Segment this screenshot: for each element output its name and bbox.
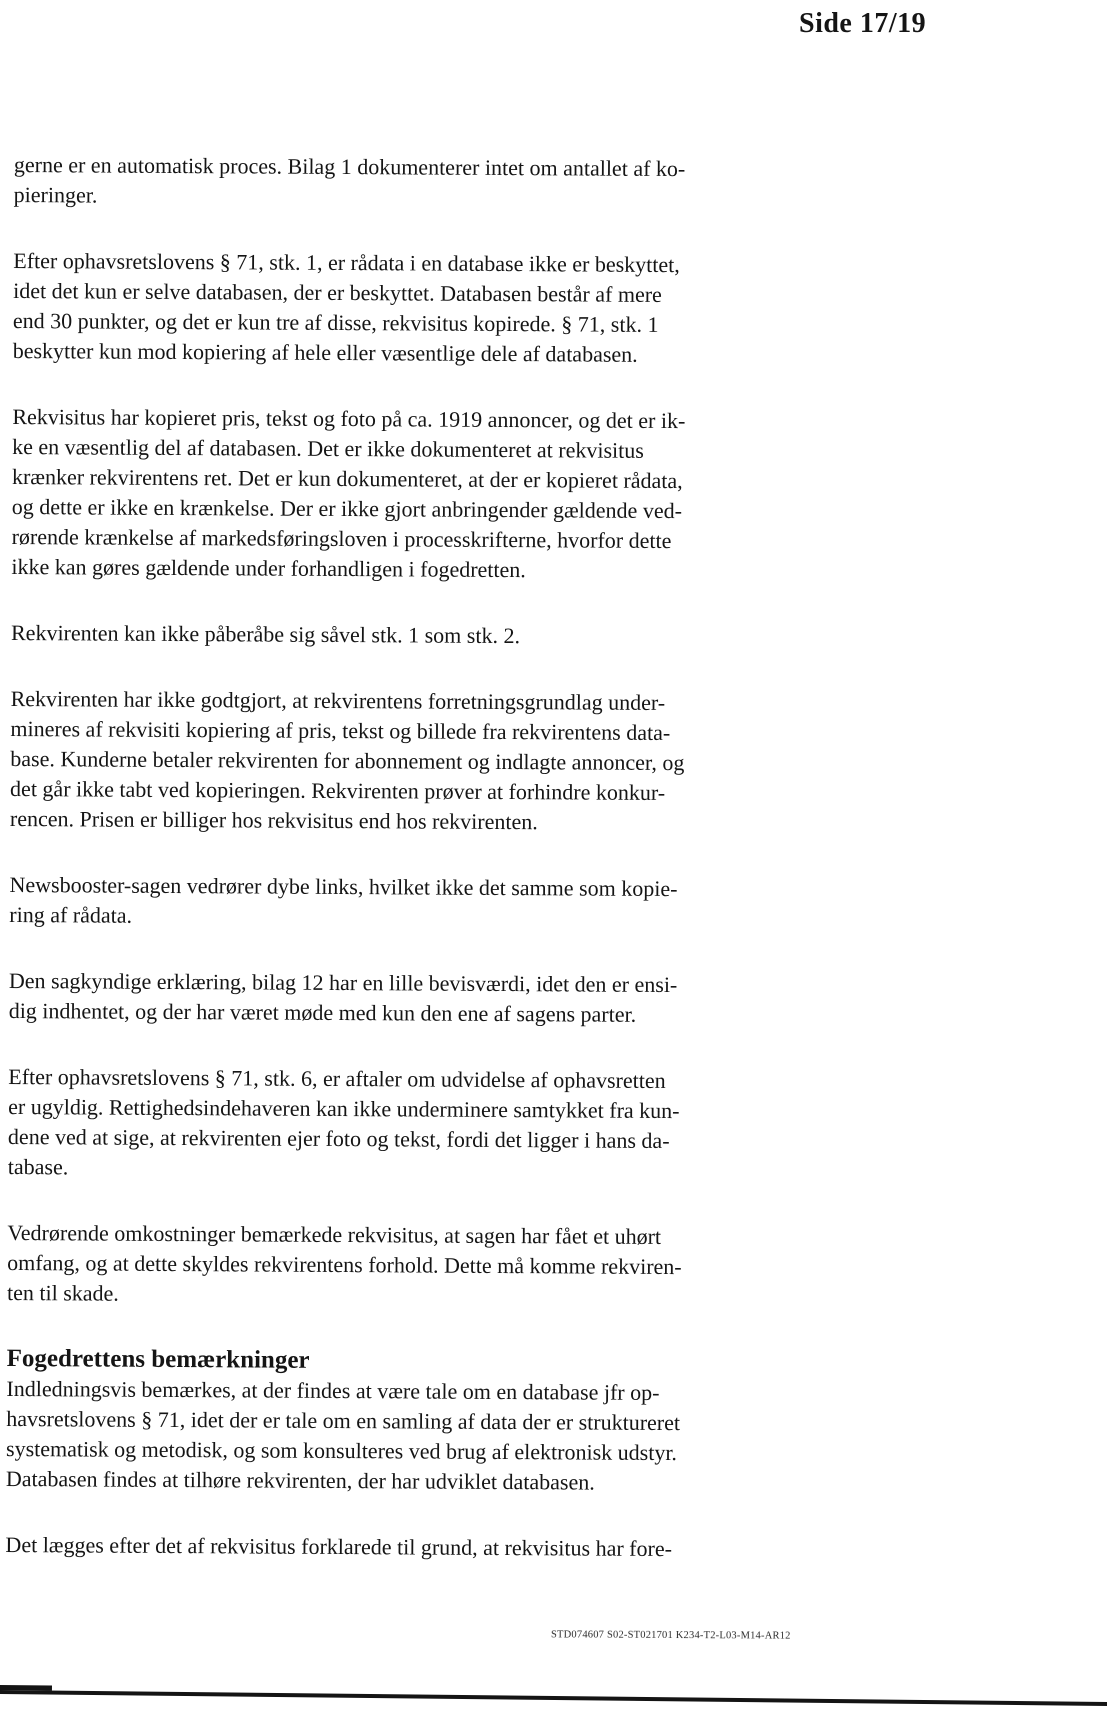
document-body (5, 150, 884, 1601)
page-number: Side 17/19 (799, 8, 927, 39)
body-paragraph: Den sagkyndige erklæring, bilag 12 har en lille bevisværdi, idet den er ensi- dig indhentet, og der har været møde med kun den ene af sagens parter. (8, 967, 678, 1027)
body-paragraph: Indledningsvis bemærkes, at der findes at være tale om en database jfr op- havsretslovens § 71, idet der er tale om en samling af data der er struktureret systematisk og metodisk, og som konsulteres ved brug af elektronisk udstyr. Databasen findes at tilhøre rekvirenten, der har udviklet databasen. (5, 1375, 681, 1495)
body-paragraph: gerne er en automatisk proces. Bilag 1 dokumenterer intet om antallet af ko- pieringer. (13, 151, 686, 208)
body-paragraph: Rekvirenten har ikke godtgjort, at rekvirentens forretningsgrundlag under- mineres af rekvisiti kopiering af pris, tekst og billede fra rekvirentens data- base. Kunderne betaler rekvirenten for abonnement og indlagte annoncer, og det går ikke tabt ved kopieringen. Rekvirenten prøver at forhindre konkur- rencen. Prisen er billiger hos rekvisitus end hos rekvirenten. (9, 685, 685, 835)
body-paragraph: Efter ophavsretslovens § 71, stk. 1, er rådata i en database ikke er beskyttet, idet det kun er selve databasen, der er beskyttet. Databasen består af mere end 30 punkter, og det er kun tre af disse, rekvisitus kopirede. § 71, stk. 1 beskytter kun mod kopiering af hele eller væsentlige dele af databasen. (12, 247, 680, 367)
scan-edge-artifact (0, 1690, 1107, 1706)
body-paragraph: Rekvisitus har kopieret pris, tekst og foto på ca. 1919 annoncer, og det er ik- ke en væsentlig del af databasen. Det er ikke dokumenteret at rekvisitus krænker rekvirentens ret. Det er kun dokumenteret, at der er kopieret rådata, og dette er ikke en krænkelse. Der er ikke gjort anbringender gældende ved- rørende krænkelse af markedsføringsloven i processkrifterne, hvorfor dette ikke kan gøres gældende under forhandligen i fogedretten. (11, 403, 686, 583)
body-paragraph: Newsbooster-sagen vedrører dybe links, hvilket ikke det samme som kopie- ring af rådata. (9, 871, 678, 928)
body-paragraph: Efter ophavsretslovens § 71, stk. 6, er aftaler om udvidelse af ophavsretten er ugyldig. Rettighedsindehaveren kan ikke underminere samtykket fra kun- dene ved at sige, at rekvirenten ejer foto og tekst, fordi det ligger i hans da- tabase. (7, 1063, 680, 1180)
body-paragraph: Vedrørende omkostninger bemærkede rekvisitus, at sagen har fået et uhørt omfang, og at dette skyldes rekvirentens forhold. Dette må komme rekviren- ten til skade. (6, 1219, 682, 1306)
section-heading: Fogedrettens bemærkninger (6, 1344, 310, 1374)
body-paragraph: Det lægges efter det af rekvisitus forklarede til grund, at rekvisitus har fore- (5, 1531, 673, 1562)
body-paragraph: Rekvirenten kan ikke påberåbe sig såvel stk. 1 som stk. 2. (10, 619, 521, 649)
footer-document-code: STD074607 S02-ST021701 K234-T2-L03-M14-AR12 (550, 1629, 791, 1642)
